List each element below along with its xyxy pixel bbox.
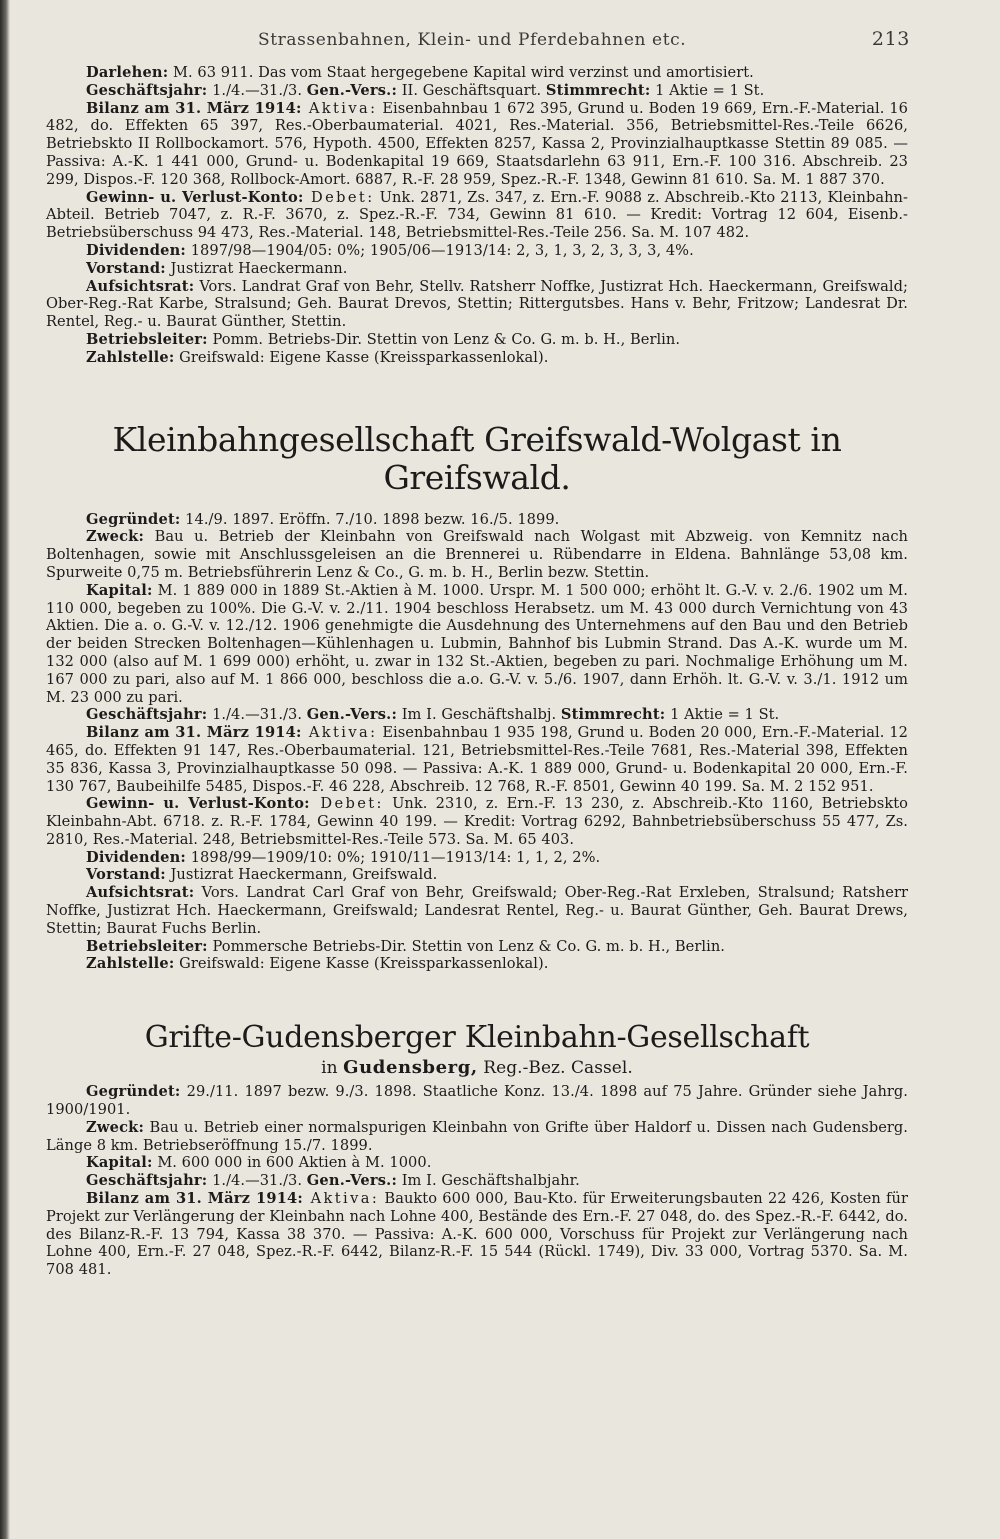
entry-label: Aufsichtsrat: [86,884,195,902]
entry-label: Gegründet: [86,1083,181,1101]
running-title: Strassenbahnen, Klein- und Pferdebahnen etc. [258,30,687,50]
entry-betriebsleiter [46,331,908,349]
page-header [0,26,1000,56]
entry-gegruendet [46,511,908,529]
entry-label: Geschäftsjahr: [86,1172,208,1190]
company-title: Grifte-Gudensberger Kleinbahn-Gesellschaft [144,1020,810,1056]
entry-aufsichtsrat [46,278,908,331]
entry-label: Kapital: [86,581,153,599]
entry-label: Vorstand: [86,866,166,884]
entry-label: Zahlstelle: [86,955,175,973]
entry-label: Betriebsleiter: [86,330,208,348]
entry-dividenden [46,242,908,260]
entry-spaced-label: Aktiva: [301,99,378,117]
entry-text: M. 63 911. Das vom Staat hergegebene Kapital wird verzinst und amortisiert. [168,64,754,81]
entry-label: Gegründet: [86,510,181,528]
entry-label: Kapital: [86,1154,153,1172]
entry-text: 1./4.—31./3. [207,81,307,99]
entry-geschaeftsjahr [46,706,908,724]
entry-label: Zahlstelle: [86,348,175,366]
entry-zahlstelle [46,349,908,367]
entry-text: Baukto 600 000, Bau-Kto. für Erweiterungsbauten 22 426, Kosten für Projekt zur Verlängerung der Kleinbahn nach Lohne 400, Bestände des Ern.-F. 27 048, do. des Spez.-R.-F. 6442, do. des Bilanz-R.-F. 13 794, Kassa 38 370. — Passiva: A.-K. 600 000, Vorschuss für Projekt zur Verlängerung nach Lohne 400, Ern.-F. 27 048, Spez.-R.-F. 6442, Bilanz-R.-F. 15 544 (Rückl. 1749), Div. 33 000, Vortrag 5370. Sa. M. 708 481. [46,1190,908,1279]
entry-text: Justizrat Haeckermann. [165,259,348,277]
entry-label: Dividenden: [86,241,187,259]
entry-text: 1 Aktie = 1 St. [665,706,780,724]
entry-text: 1898/99—1909/10: 0%; 1910/11—1913/14: 1, 1, 2, 2%. [186,848,601,866]
entry-darlehen [46,64,908,82]
entry-gewinn-verlust [46,189,908,242]
entry-label: Dividenden: [86,848,187,866]
entry-text: 1 Aktie = 1 St. [650,81,765,99]
entry-label: Stimmrecht: [560,706,666,724]
page-number: 213 [871,28,910,50]
entry-aufsichtsrat [46,884,908,937]
entry-zweck [46,528,908,581]
entry-text: Justizrat Haeckermann, Greifswald. [165,866,438,884]
entry-text: Pomm. Betriebs-Dir. Stettin von Lenz & Co. G. m. b. H., Berlin. [207,330,681,348]
page-content [46,64,908,1279]
section-grifte-gudensberg [46,1021,908,1279]
subtitle-place: Gudensberg, [343,1057,478,1079]
entry-betriebsleiter [46,938,908,956]
entry-text: Unk. 2871, Zs. 347, z. Ern.-F. 9088 z. Abschreib.-Kto 2113, Kleinbahn-Abteil. Betrieb 7047, z. R.-F. 3670, z. Spez.-R.-F. 734, Gewinn 81 610. — Kredit: Vortrag 12 604, Eisenb.-Betriebsüberschuss 94 473, Res.-Material. 148, Betriebsmittel-Res.-Teile 256. Sa. M. 107 482. [46,188,908,242]
entry-label: Zweck: [86,1118,145,1136]
entry-label: Gen.-Vers.: [306,706,398,724]
subtitle-prefix: in [321,1058,344,1079]
entry-label: Stimmrecht: [545,81,651,99]
entry-label: Gewinn- u. Verlust-Konto: [86,795,310,813]
entry-label: Gen.-Vers.: [306,81,398,99]
entry-gewinn-verlust [46,795,908,848]
entry-text: 29./11. 1897 bezw. 9./3. 1898. Staatliche Konz. 13./4. 1898 auf 75 Jahre. Gründer siehe Jahrg. 1900/1901. [46,1083,908,1119]
entry-label: Vorstand: [86,259,166,277]
entry-text: M. 1 889 000 in 1889 St.-Aktien à M. 1000. Urspr. M. 1 500 000; erhöht lt. G.-V. v. 2./6. 1902 um M. 110 000, begeben zu 100%. Die G.-V. v. 2./11. 1904 beschloss Herabsetz. um M. 43 000 durch Vernichtung von 43 Aktien. Die a. o. G.-V. v. 12./12. 1906 genehmigte die Ausdehnung des Unternehmens auf den Bau und den Betrieb der beiden Strecken Boltenhagen—Kühlenhagen u. Lubmin, Bahnhof bis Lubmin Strand. Das A.-K. wurde um M. 132 000 (also auf M. 1 699 000) erhöht, u. zwar in 132 St.-Aktien, begeben zu pari. Nochmalige Erhöhung um M. 167 000 zu pari, also auf M. 1 866 000, beschloss die a.o. G.-V. v. 5./6. 1907, dann Erhöh. lt. G.-V. v. 3./1. 1912 um M. 23 000 zu pari. [46,581,908,706]
entry-text: 14./9. 1897. Eröffn. 7./10. 1898 bezw. 16./5. 1899. [180,510,560,528]
section-greifswald-wolgast [46,421,908,974]
entry-bilanz [46,1190,908,1279]
entry-geschaeftsjahr [46,82,908,100]
entry-kapital [46,1154,908,1172]
entry-text: Pommersche Betriebs-Dir. Stettin von Lenz & Co. G. m. b. H., Berlin. [207,937,725,955]
entry-label: Geschäftsjahr: [86,706,208,724]
entry-label: Zweck: [86,528,145,546]
entry-text: Im I. Geschäftshalbj. [397,706,561,724]
entry-text: Greifswald: Eigene Kasse (Kreissparkassenlokal). [174,955,549,973]
entry-text: Greifswald: Eigene Kasse (Kreissparkassenlokal). [174,348,549,366]
entry-text: Eisenbahnbau 1 935 198, Grund u. Boden 20 000, Ern.-F.-Material. 12 465, do. Effekten 91 147, Res.-Oberbaumaterial. 121, Betriebsmittel-Res.-Teile 7681, Res.-Material 398, Effekten 35 836, Kassa 3, Provinzialhauptkasse 50 098. — Passiva: A.-K. 1 889 000, Grund- u. Bodenkapital 20 000, Ern.-F. 130 767, Baubeihilfe 5485, Dispos.-F. 46 228, Abschreib. 12 768, R.-F. 8501, Gewinn 40 199. Sa. M. 2 152 951. [46,724,908,795]
entry-vorstand [46,866,908,884]
section-continuation [46,64,908,367]
entry-bilanz [46,100,908,189]
entry-text: Im I. Geschäftshalbjahr. [397,1172,580,1190]
entry-text: Bau u. Betrieb einer normalspurigen Kleinbahn von Grifte über Haldorf u. Dissen nach Gudensberg. Länge 8 km. Betriebseröffnung 15./7. 1899. [46,1118,908,1154]
subtitle-suffix: Reg.-Bez. Cassel. [477,1058,633,1079]
entry-label: Aufsichtsrat: [86,277,195,295]
entry-gegruendet [46,1083,908,1119]
entry-label: Bilanz am 31. März 1914: [86,1190,303,1208]
entry-label: Betriebsleiter: [86,937,208,955]
entry-label: Darlehen: [86,64,169,81]
entry-spaced-label: Aktiva: [301,724,378,742]
entry-spaced-label: Aktiva: [303,1190,380,1208]
company-title: Kleinbahngesellschaft Greifswald-Wolgast in Greifswald. [112,419,842,497]
entry-text: Bau u. Betrieb der Kleinbahn von Greifswald nach Wolgast mit Abzweig. von Kemnitz nach Boltenhagen, sowie mit Anschlussgeleisen an die Brennerei u. Rübendarre in Eldena. Bahnlänge 53,08 km. Spurweite 0,75 m. Betriebsführerin Lenz & Co., G. m. b. H., Berlin bezw. Stettin. [46,528,908,581]
entry-label: Geschäftsjahr: [86,81,208,99]
entry-label: Gewinn- u. Verlust-Konto: [86,188,304,206]
entry-text: 1897/98—1904/05: 0%; 1905/06—1913/14: 2, 3, 1, 3, 2, 3, 3, 3, 4%. [186,241,694,259]
entry-dividenden [46,849,908,867]
book-spine-shadow [0,0,10,1539]
entry-label: Bilanz am 31. März 1914: [86,724,302,742]
entry-label: Gen.-Vers.: [306,1172,398,1190]
entry-spaced-label: Debet: [309,795,384,813]
entry-spaced-label: Debet: [303,188,375,206]
entry-zweck [46,1119,908,1155]
entry-text: Vors. Landrat Graf von Behr, Stellv. Ratsherr Noffke, Justizrat Hch. Haeckermann, Greifswald; Ober-Reg.-Rat Karbe, Stralsund; Geh. Baurat Drevos, Stettin; Rittergutsbes. Hans v. Behr, Fritzow; Landesrat Dr. Rentel, Reg.- u. Baurat Günther, Stettin. [46,277,908,331]
entry-kapital [46,582,908,707]
entry-text: Unk. 2310, z. Ern.-F. 13 230, z. Abschreib.-Kto 1160, Betriebskto Kleinbahn-Abt. 6718. z. R.-F. 1784, Gewinn 40 199. — Kredit: Vortrag 6292, Bahnbetriebsüberschuss 55 477, Zs. 2810, Res.-Material. 248, Betriebsmittel-Res.-Teile 573. Sa. M. 65 403. [46,795,908,848]
entry-zahlstelle [46,955,908,973]
entry-text: 1./4.—31./3. [207,1172,307,1190]
entry-bilanz [46,724,908,795]
entry-label: Bilanz am 31. März 1914: [86,99,302,117]
entry-geschaeftsjahr [46,1172,908,1190]
entry-vorstand [46,260,908,278]
entry-text: M. 600 000 in 600 Aktien à M. 1000. [152,1154,432,1172]
entry-text: 1./4.—31./3. [207,706,307,724]
company-subtitle [46,1057,908,1079]
entry-text: Vors. Landrat Carl Graf von Behr, Greifswald; Ober-Reg.-Rat Erxleben, Stralsund; Ratsherr Noffke, Justizrat Hch. Haeckermann, Greifswald; Landesrat Rentel, Reg.- u. Baurat Günther, Geh. Baurat Drews, Stettin; Baurat Fuchs Berlin. [46,884,908,937]
entry-text: Eisenbahnbau 1 672 395, Grund u. Boden 19 669, Ern.-F.-Material. 16 482, do. Effekten 65 397, Res.-Oberbaumaterial. 4021, Res.-Material. 356, Betriebsmittel-Res.-Teile 6626, Betriebskto II Rollbockamort. 576, Hypoth. 4500, Effekten 8257, Kassa 2, Provinzialhauptkasse Stettin 89 085. — Passiva: A.-K. 1 441 000, Grund- u. Bodenkapital 19 669, Staatsdarlehn 63 911, Ern.-F. 100 316. Abschreib. 23 299, Dispos.-F. 120 368, Rollbock-Amort. 6887, R.-F. 28 959, Spez.-R.-F. 1348, Gewinn 81 610. Sa. M. 1 887 370. [46,99,908,188]
entry-text: II. Geschäftsquart. [397,81,546,99]
